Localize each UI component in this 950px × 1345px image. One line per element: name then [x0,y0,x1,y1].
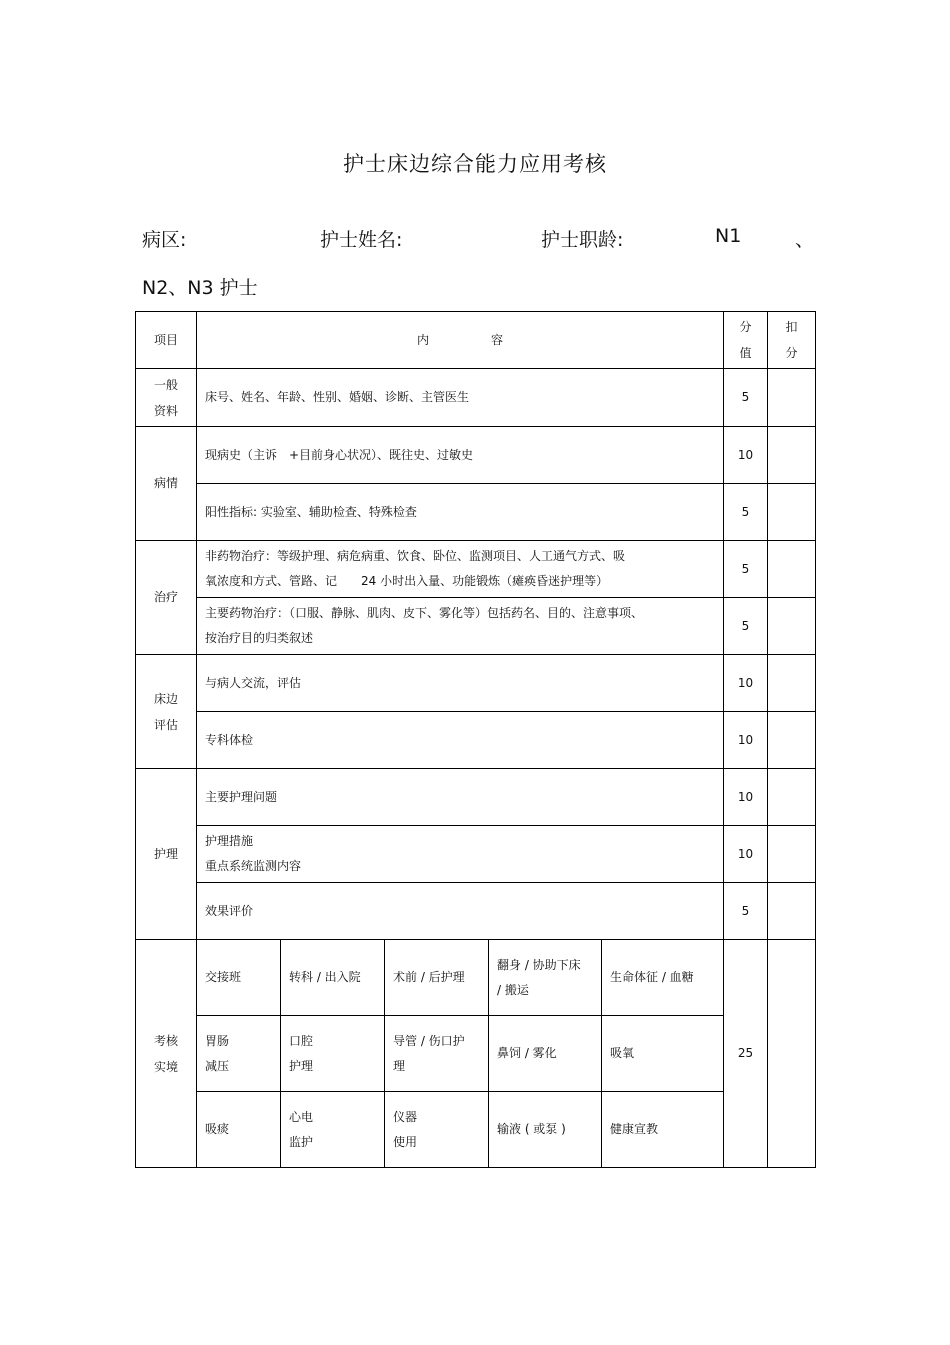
score-cell: 10 [724,769,768,826]
practical-item: 口腔 护理 [281,1016,385,1092]
content-cell: 专科体检 [197,712,724,769]
deduct-cell[interactable] [768,940,816,1168]
practical-item: 鼻饲 / 雾化 [489,1016,602,1092]
deduct-cell[interactable] [768,883,816,940]
score-cell: 10 [724,655,768,712]
level-n2-n3: N2、N3 护士 [142,277,258,299]
ward-label: 病区: [142,229,187,251]
table-row [136,712,816,769]
content-cell: 主要护理问题 [197,769,724,826]
practical-item: 交接班 [197,940,281,1016]
header-deduct: 扣 分 [768,312,816,369]
score-cell: 5 [724,598,768,655]
practical-item: 输液 ( 或泵 ) [489,1092,602,1168]
table-row [136,541,816,598]
deduct-cell[interactable] [768,712,816,769]
content-cell: 主要药物治疗：（口服、静脉、肌肉、皮下、雾化等）包括药名、目的、注意事项、 按治疗目的归类叙述 [197,598,724,655]
deduct-cell[interactable] [768,541,816,598]
practical-item: 吸氧 [602,1016,724,1092]
deduct-cell[interactable] [768,484,816,541]
header-item: 项目 [136,312,197,369]
content-cell: 与病人交流，评估 [197,655,724,712]
score-cell: 5 [724,883,768,940]
category-practical: 考核 实境 [136,940,197,1168]
table-row [136,883,816,940]
deduct-cell[interactable] [768,655,816,712]
score-cell: 5 [724,484,768,541]
header-content: 内 容 [197,312,724,369]
table-row [136,598,816,655]
page-title: 护士床边综合能力应用考核 [343,152,607,176]
deduct-cell[interactable] [768,369,816,427]
content-cell: 阳性指标: 实验室、辅助检查、特殊检查 [197,484,724,541]
nurse-age-label: 护士职龄: [541,229,624,251]
category-treatment: 治疗 [136,541,197,655]
category-nursing: 护理 [136,769,197,940]
practical-item: 仪器 使用 [385,1092,489,1168]
category-condition: 病情 [136,427,197,541]
table-row [136,1092,816,1168]
practical-item: 生命体征 / 血糖 [602,940,724,1016]
score-cell: 10 [724,427,768,484]
level-separator: 、 [795,229,815,251]
table-row [136,769,816,826]
table-row [136,369,816,427]
content-cell: 非药物治疗：等级护理、病危病重、饮食、卧位、监测项目、人工通气方式、吸 氧浓度和方式、管路、记 24 小时出入量、功能锻炼（瘫痪昏迷护理等） [197,541,724,598]
table-row [136,484,816,541]
practical-item: 胃肠 减压 [197,1016,281,1092]
practical-item: 健康宣教 [602,1092,724,1168]
content-cell: 效果评价 [197,883,724,940]
deduct-cell[interactable] [768,826,816,883]
table-row [136,655,816,712]
content-cell: 现病史（主诉 +目前身心状况）、既往史、过敏史 [197,427,724,484]
header-score: 分 值 [724,312,768,369]
score-cell: 25 [724,940,768,1168]
content-cell: 床号、姓名、年龄、性别、婚姻、诊断、主管医生 [197,369,724,427]
practical-item: 转科 / 出入院 [281,940,385,1016]
assessment-table [135,311,816,1168]
score-cell: 5 [724,541,768,598]
table-row [136,826,816,883]
practical-item: 吸痰 [197,1092,281,1168]
practical-item: 心电 监护 [281,1092,385,1168]
score-cell: 10 [724,712,768,769]
deduct-cell[interactable] [768,427,816,484]
table-row [136,1016,816,1092]
practical-item: 翻身 / 协助下床 / 搬运 [489,940,602,1016]
deduct-cell[interactable] [768,769,816,826]
nurse-name-label: 护士姓名: [320,229,403,251]
table-row [136,940,816,1016]
level-n1: N1 [715,225,742,247]
score-cell: 5 [724,369,768,427]
table-row [136,427,816,484]
category-bedside: 床边 评估 [136,655,197,769]
category-general: 一般 资料 [136,369,197,427]
content-cell: 护理措施 重点系统监测内容 [197,826,724,883]
score-cell: 10 [724,826,768,883]
header-row [136,312,816,369]
deduct-cell[interactable] [768,598,816,655]
practical-item: 导管 / 伤口护 理 [385,1016,489,1092]
practical-item: 术前 / 后护理 [385,940,489,1016]
